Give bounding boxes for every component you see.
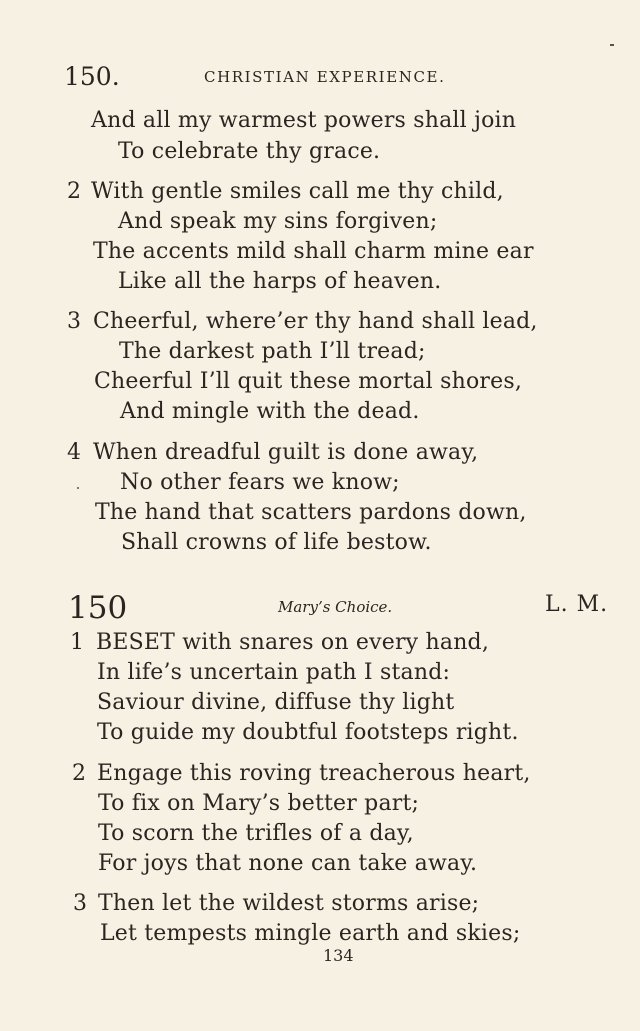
ink-speck <box>610 44 614 46</box>
verse-line: When dreadful guilt is done away, <box>93 440 479 465</box>
verse-line: To fix on Mary’s better part; <box>98 791 420 816</box>
verse-line: Then let the wildest storms arise; <box>98 891 480 916</box>
verse-line: Cheerful I’ll quit these mortal shores, <box>94 369 523 394</box>
verse-line: And all my warmest powers shall join <box>91 108 517 133</box>
verse-line: BESET with snares on every hand, <box>96 630 490 655</box>
hymn-title: Mary’s Choice. <box>278 598 393 616</box>
stanza-number: 2 <box>72 761 86 786</box>
stanza-number: 3 <box>67 309 81 334</box>
verse-line: To celebrate thy grace. <box>118 139 381 164</box>
stanza-number: 2 <box>67 179 81 204</box>
verse-line: And speak my sins forgiven; <box>118 209 438 234</box>
hymn-number: 150 <box>68 590 128 626</box>
verse-line: No other fears we know; <box>120 470 400 495</box>
verse-line: With gentle smiles call me thy child, <box>91 179 504 204</box>
verse-line: The darkest path I’ll tread; <box>119 339 426 364</box>
verse-line: Saviour divine, diffuse thy light <box>97 690 455 715</box>
footer-page-number: 134 <box>323 946 354 965</box>
stanza-number: 1 <box>70 630 84 655</box>
verse-line: Let tempests mingle earth and skies; <box>100 921 521 946</box>
verse-line: Like all the harps of heaven. <box>118 269 442 294</box>
header-page-number: 150. <box>64 62 120 91</box>
verse-line: And mingle with the dead. <box>120 399 420 424</box>
running-title: CHRISTIAN EXPERIENCE. <box>204 68 446 86</box>
verse-line: Engage this roving treacherous heart, <box>97 761 531 786</box>
verse-line: In life’s uncertain path I stand: <box>97 660 451 685</box>
hymn-meter: L. M. <box>545 592 609 617</box>
ink-speck <box>77 487 79 489</box>
verse-line: Shall crowns of life bestow. <box>121 530 432 555</box>
verse-line: To guide my doubtful footsteps right. <box>97 720 519 745</box>
verse-line: The accents mild shall charm mine ear <box>93 239 534 264</box>
verse-line: The hand that scatters pardons down, <box>95 500 527 525</box>
verse-line: To scorn the trifles of a day, <box>98 821 414 846</box>
stanza-number: 3 <box>73 891 87 916</box>
page-header <box>64 62 464 92</box>
verse-line: For joys that none can take away. <box>98 851 478 876</box>
stanza-number: 4 <box>67 440 81 465</box>
verse-line: Cheerful, where’er thy hand shall lead, <box>93 309 538 334</box>
